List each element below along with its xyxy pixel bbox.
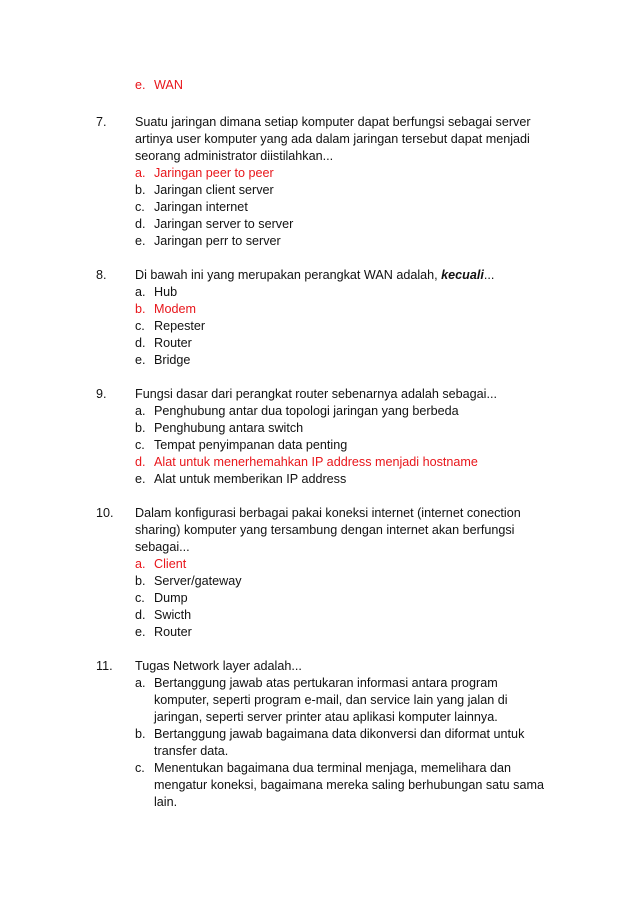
question-text: artinya user komputer yang ada dalam jaringan tersebut dapat menjadi bbox=[135, 132, 530, 146]
option-text: Jaringan internet bbox=[154, 200, 248, 214]
option-label: a. bbox=[135, 676, 146, 690]
option-text-answer: Modem bbox=[154, 302, 196, 316]
option-text: Router bbox=[154, 336, 192, 350]
question-text: Fungsi dasar dari perangkat router sebenarnya adalah sebagai... bbox=[135, 387, 497, 401]
option-text: Jaringan server to server bbox=[154, 217, 294, 231]
option-label: d. bbox=[135, 608, 146, 622]
prev-option-label: e. bbox=[135, 78, 146, 92]
option-text: Hub bbox=[154, 285, 178, 299]
option-text: Bertanggung jawab atas pertukaran informasi antara program bbox=[154, 676, 498, 690]
option-text: Bertanggung jawab bagaimana data dikonversi dan diformat untuk bbox=[154, 727, 525, 741]
option-label: a. bbox=[135, 557, 146, 571]
option-label: c. bbox=[135, 438, 145, 452]
question-text: seorang administrator diistilahkan... bbox=[135, 149, 334, 163]
question-text: sharing) komputer yang tersambung dengan internet akan berfungsi bbox=[135, 523, 515, 537]
option-text: Menentukan bagaimana dua terminal menjaga, memelihara dan bbox=[154, 761, 512, 775]
option-label: b. bbox=[135, 183, 146, 197]
option-text: Bridge bbox=[154, 353, 191, 367]
option-label: a. bbox=[135, 404, 146, 418]
question-text bbox=[135, 267, 494, 284]
question-text: sebagai... bbox=[135, 540, 190, 554]
option-label: e. bbox=[135, 472, 146, 486]
option-text: Dump bbox=[154, 591, 188, 605]
question-text: Suatu jaringan dimana setiap komputer dapat berfungsi sebagai server bbox=[135, 115, 531, 129]
option-text: Repester bbox=[154, 319, 206, 333]
option-label: d. bbox=[135, 455, 146, 469]
prev-option-text: WAN bbox=[154, 78, 183, 92]
option-label: b. bbox=[135, 302, 146, 316]
option-text: jaringan, seperti server printer atau aplikasi komputer lainnya. bbox=[154, 710, 498, 724]
option-label: e. bbox=[135, 234, 146, 248]
option-text: lain. bbox=[154, 795, 178, 809]
option-label: b. bbox=[135, 421, 146, 435]
option-text: Server/gateway bbox=[154, 574, 242, 588]
option-label: e. bbox=[135, 625, 146, 639]
option-label: c. bbox=[135, 200, 145, 214]
option-text: Jaringan perr to server bbox=[154, 234, 281, 248]
question-text: Dalam konfigurasi berbagai pakai koneksi internet (internet conection bbox=[135, 506, 521, 520]
option-label: d. bbox=[135, 336, 146, 350]
option-text-answer: Jaringan peer to peer bbox=[154, 166, 274, 180]
option-label: c. bbox=[135, 591, 145, 605]
option-text: mengatur koneksi, bagaimana mereka saling berhubungan satu sama bbox=[154, 778, 544, 792]
option-label: b. bbox=[135, 727, 146, 741]
option-label: b. bbox=[135, 574, 146, 588]
option-label: a. bbox=[135, 166, 146, 180]
option-label: d. bbox=[135, 217, 146, 231]
option-text: Jaringan client server bbox=[154, 183, 274, 197]
question-text-before: Di bawah ini yang merupakan perangkat WAN adalah, bbox=[135, 268, 442, 282]
option-label: c. bbox=[135, 319, 145, 333]
option-label: a. bbox=[135, 285, 146, 299]
question-number: 11. bbox=[96, 659, 113, 673]
option-text-answer: Client bbox=[154, 557, 187, 571]
option-label: e. bbox=[135, 353, 146, 367]
option-text: Alat untuk memberikan IP address bbox=[154, 472, 347, 486]
question-number: 10. bbox=[96, 506, 114, 520]
question-text-after: ... bbox=[483, 268, 495, 282]
option-label: c. bbox=[135, 761, 145, 775]
option-text: Penghubung antar dua topologi jaringan yang berbeda bbox=[154, 404, 459, 418]
option-text: Tempat penyimpanan data penting bbox=[154, 438, 348, 452]
option-text: Swicth bbox=[154, 608, 192, 622]
question-number: 8. bbox=[96, 268, 107, 282]
option-text: Router bbox=[154, 625, 192, 639]
option-text: komputer, seperti program e-mail, dan service lain yang jalan di bbox=[154, 693, 508, 707]
question-number: 9. bbox=[96, 387, 107, 401]
question-emphasis: kecuali bbox=[441, 268, 484, 282]
option-text-answer: Alat untuk menerhemahkan IP address menjadi hostname bbox=[154, 455, 478, 469]
option-text: Penghubung antara switch bbox=[154, 421, 304, 435]
question-text: Tugas Network layer adalah... bbox=[135, 659, 302, 673]
question-number: 7. bbox=[96, 115, 107, 129]
option-text: transfer data. bbox=[154, 744, 229, 758]
